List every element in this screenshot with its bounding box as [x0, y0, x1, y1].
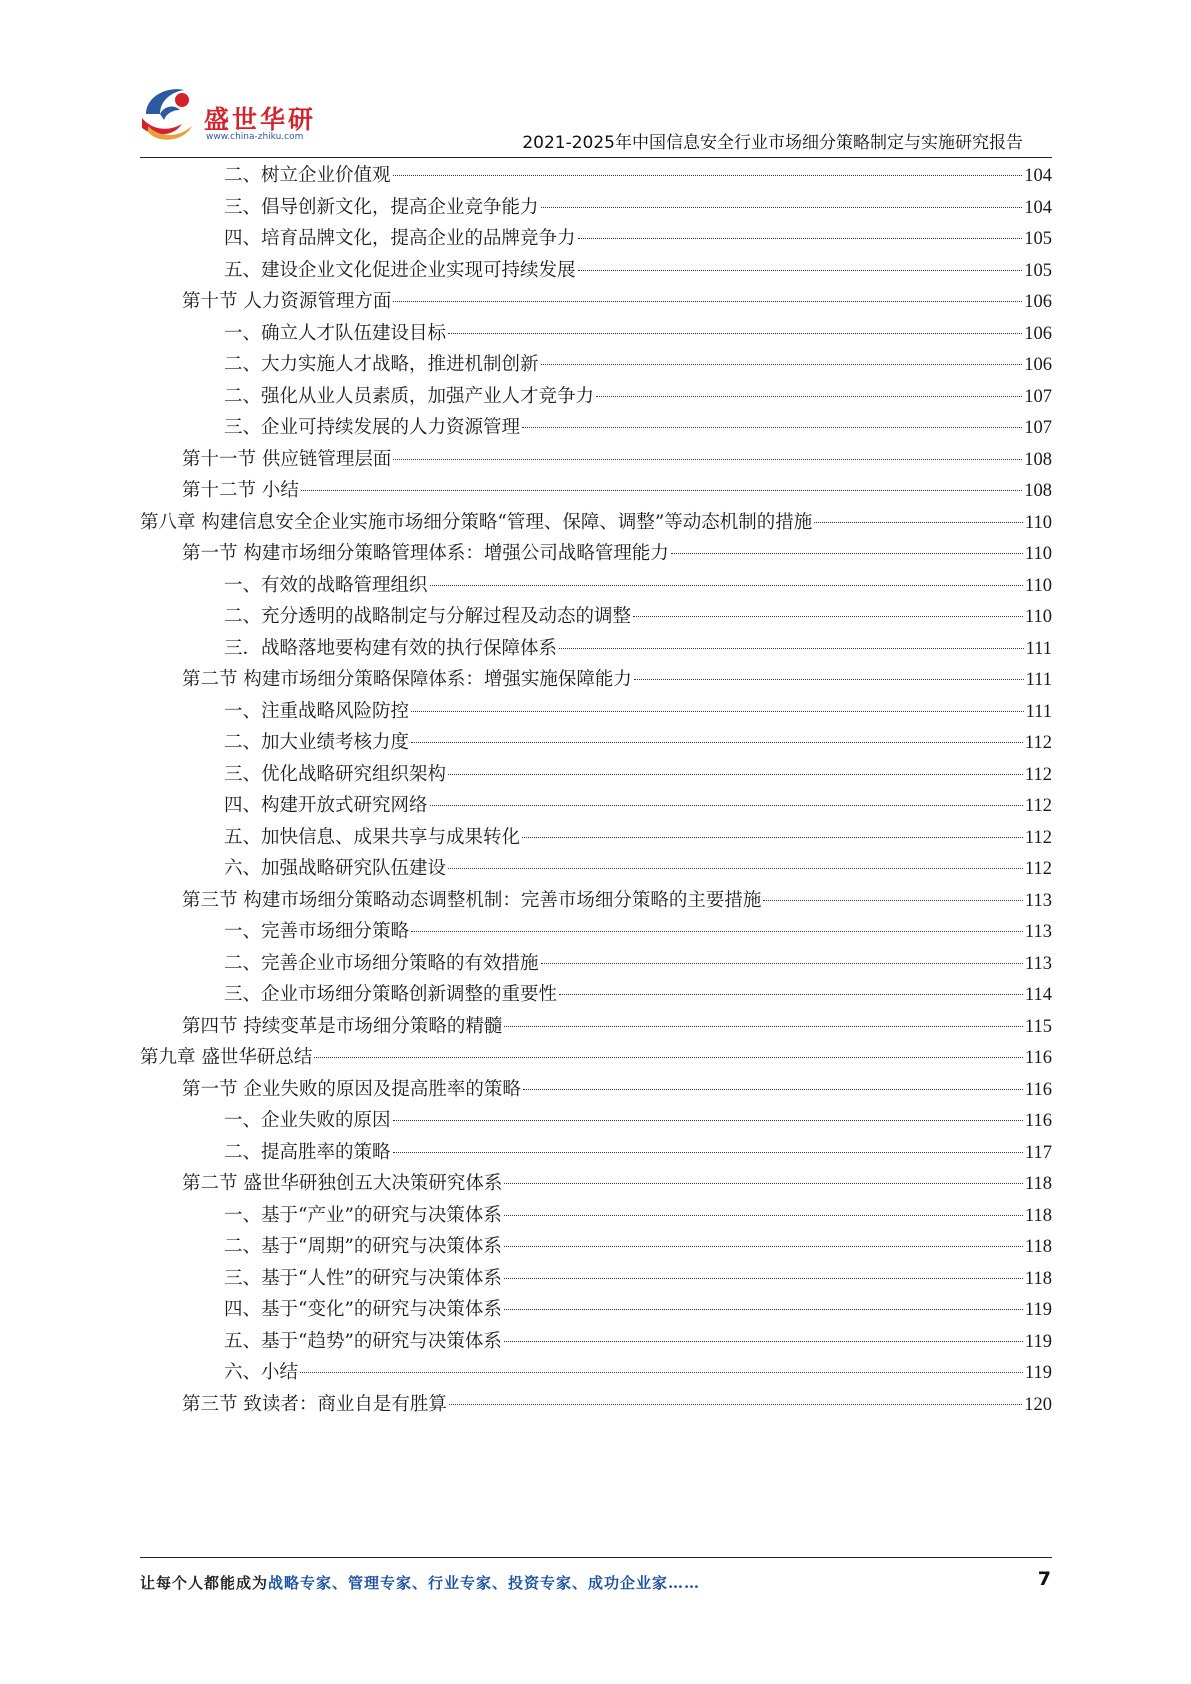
- toc-entry-title: 三、基于“人性”的研究与决策体系: [224, 1267, 502, 1289]
- page-header: [0, 0, 1191, 160]
- toc-entry-item[interactable]: [140, 223, 1052, 255]
- toc-entry-item[interactable]: [140, 948, 1052, 980]
- toc-dot-leader: [559, 647, 1024, 649]
- toc-entry-item[interactable]: [140, 570, 1052, 602]
- toc-entry-page: 120: [1024, 1394, 1052, 1415]
- page-number: 7: [1037, 1568, 1051, 1590]
- toc-dot-leader: [504, 1182, 1023, 1184]
- toc-entry-page: 116: [1024, 1079, 1052, 1100]
- toc-entry-page: 111: [1025, 701, 1052, 722]
- toc-entry-page: 118: [1024, 1205, 1052, 1226]
- toc-entry-title: 二、加大业绩考核力度: [224, 732, 410, 753]
- toc-dot-leader: [430, 584, 1023, 586]
- toc-entry-item[interactable]: [140, 381, 1052, 413]
- toc-entry-title: 一、注重战略风险防控: [224, 700, 410, 722]
- toc-entry-page: 118: [1024, 1268, 1052, 1289]
- toc-dot-leader: [541, 363, 1023, 365]
- toc-entry-title: 六、小结: [224, 1362, 299, 1383]
- toc-dot-leader: [448, 773, 1023, 775]
- toc-entry-page: 112: [1024, 859, 1052, 879]
- toc-entry-section[interactable]: [140, 538, 1052, 570]
- toc-entry-title: 第二节 构建市场细分策略保障体系：增强实施保障能力: [182, 669, 632, 690]
- toc-dot-leader: [671, 552, 1023, 554]
- toc-dot-leader: [504, 1340, 1023, 1342]
- footer-divider: [140, 1557, 1052, 1558]
- toc-entry-title: 第三节 构建市场细分策略动态调整机制：完善市场细分策略的主要措施: [182, 889, 762, 911]
- toc-dot-leader: [541, 962, 1023, 964]
- toc-entry-item[interactable]: [140, 160, 1052, 192]
- toc-entry-page: 108: [1024, 449, 1052, 470]
- toc-entry-item[interactable]: [140, 1326, 1052, 1358]
- toc-entry-page: 112: [1024, 764, 1052, 785]
- footer-slogan: [140, 1572, 700, 1593]
- toc-entry-section[interactable]: [140, 664, 1052, 696]
- toc-dot-leader: [634, 678, 1024, 680]
- toc-entry-item[interactable]: [140, 1357, 1052, 1389]
- toc-entry-page: 105: [1024, 229, 1052, 249]
- toc-entry-page: 111: [1025, 638, 1052, 659]
- toc-entry-page: 118: [1024, 1237, 1052, 1257]
- toc-entry-title: 三、倡导创新文化，提高企业竞争能力: [224, 196, 539, 218]
- toc-entry-section[interactable]: [140, 286, 1052, 318]
- toc-entry-page: 110: [1024, 575, 1052, 596]
- toc-entry-page: 117: [1024, 1142, 1052, 1163]
- toc-entry-page: 108: [1024, 481, 1052, 501]
- toc-entry-page: 119: [1024, 1300, 1052, 1320]
- toc-entry-title: 二、提高胜率的策略: [224, 1141, 391, 1163]
- logo-emblem-icon: [138, 84, 204, 148]
- toc-entry-item[interactable]: [140, 412, 1052, 444]
- toc-entry-item[interactable]: [140, 727, 1052, 759]
- toc-dot-leader: [578, 237, 1023, 239]
- toc-dot-leader: [541, 206, 1023, 208]
- toc-entry-item[interactable]: [140, 1137, 1052, 1169]
- toc-entry-title: 第九章 盛世华研总结: [140, 1047, 313, 1068]
- toc-dot-leader: [633, 615, 1023, 617]
- toc-entry-page: 113: [1024, 890, 1052, 911]
- toc-entry-item[interactable]: [140, 1231, 1052, 1263]
- toc-entry-section[interactable]: [140, 444, 1052, 476]
- logo-url: www.china-zhiku.com: [206, 132, 304, 142]
- toc-entry-title: 二、完善企业市场细分策略的有效措施: [224, 952, 539, 974]
- toc-entry-page: 112: [1024, 827, 1052, 848]
- toc-entry-title: 一、确立人才队伍建设目标: [224, 322, 447, 344]
- toc-entry-title: 二、充分透明的战略制定与分解过程及动态的调整: [224, 606, 632, 627]
- toc-entry-page: 119: [1024, 1331, 1052, 1352]
- company-logo: [138, 84, 323, 148]
- toc-entry-item[interactable]: [140, 633, 1052, 665]
- toc-entry-title: 一、基于“产业”的研究与决策体系: [224, 1204, 502, 1226]
- toc-dot-leader: [411, 930, 1023, 932]
- toc-entry-title: 三、优化战略研究组织架构: [224, 763, 447, 785]
- toc-entry-page: 110: [1024, 544, 1052, 564]
- toc-entry-section[interactable]: [140, 885, 1052, 917]
- toc-entry-title: 三．战略落地要构建有效的执行保障体系: [224, 637, 558, 659]
- document-title: 2021-2025年中国信息安全行业市场细分策略制定与实施研究报告: [522, 133, 1023, 153]
- toc-entry-title: 三、企业市场细分策略创新调整的重要性: [224, 984, 558, 1005]
- toc-dot-leader: [596, 395, 1022, 397]
- toc-dot-leader: [504, 1277, 1023, 1279]
- toc-entry-section[interactable]: [140, 1074, 1052, 1106]
- toc-dot-leader: [393, 1151, 1023, 1153]
- toc-entry-title: 第十节 人力资源管理方面: [182, 291, 392, 312]
- toc-dot-leader: [814, 521, 1023, 523]
- toc-dot-leader: [523, 1088, 1023, 1090]
- toc-entry-section[interactable]: [140, 1011, 1052, 1043]
- toc-entry-item[interactable]: [140, 1200, 1052, 1232]
- toc-entry-page: 118: [1024, 1174, 1052, 1194]
- toc-entry-section[interactable]: [140, 475, 1052, 507]
- toc-entry-title: 四、构建开放式研究网络: [224, 795, 428, 816]
- toc-entry-section[interactable]: [140, 1168, 1052, 1200]
- slogan-prefix: 让每个人都能成为: [140, 1574, 269, 1592]
- toc-entry-page: 107: [1024, 386, 1052, 407]
- toc-entry-title: 二、大力实施人才战略，推进机制创新: [224, 354, 539, 375]
- toc-entry-title: 四、培育品牌文化，提高企业的品牌竞争力: [224, 228, 576, 249]
- toc-entry-title: 第四节 持续变革是市场细分策略的精髓: [182, 1015, 503, 1037]
- toc-entry-page: 106: [1024, 323, 1052, 344]
- toc-dot-leader: [300, 1371, 1023, 1373]
- toc-dot-leader: [504, 1308, 1023, 1310]
- toc-entry-title: 一、有效的战略管理组织: [224, 574, 428, 596]
- toc-dot-leader: [411, 741, 1023, 743]
- toc-entry-page: 110: [1024, 607, 1052, 627]
- toc-entry-title: 五、基于“趋势”的研究与决策体系: [224, 1330, 502, 1352]
- toc-dot-leader: [522, 426, 1022, 428]
- toc-entry-page: 116: [1024, 1048, 1052, 1068]
- toc-dot-leader: [504, 1025, 1023, 1027]
- toc-entry-title: 二、基于“周期”的研究与决策体系: [224, 1236, 502, 1257]
- toc-entry-item[interactable]: [140, 1294, 1052, 1326]
- toc-entry-page: 115: [1024, 1016, 1052, 1037]
- toc-dot-leader: [448, 332, 1022, 334]
- toc-entry-item[interactable]: [140, 759, 1052, 791]
- toc-entry-item[interactable]: [140, 916, 1052, 948]
- toc-dot-leader: [504, 1214, 1023, 1216]
- toc-entry-page: 106: [1024, 355, 1052, 375]
- toc-dot-leader: [393, 174, 1023, 176]
- toc-entry-title: 二、强化从业人员素质，加强产业人才竞争力: [224, 385, 595, 407]
- toc-entry-item[interactable]: [140, 349, 1052, 381]
- toc-dot-leader: [314, 1056, 1023, 1058]
- toc-entry-item[interactable]: [140, 979, 1052, 1011]
- toc-entry-title: 六、加强战略研究队伍建设: [224, 858, 447, 879]
- toc-entry-title: 一、完善市场细分策略: [224, 921, 410, 942]
- toc-dot-leader: [393, 458, 1022, 460]
- toc-entry-chapter[interactable]: [140, 1042, 1052, 1074]
- toc-entry-title: 第二节 盛世华研独创五大决策研究体系: [182, 1173, 503, 1194]
- toc-dot-leader: [522, 836, 1023, 838]
- toc-entry-title: 五、建设企业文化促进企业实现可持续发展: [224, 259, 576, 281]
- toc-dot-leader: [449, 1403, 1022, 1405]
- slogan-highlight: 战略专家、管理专家、行业专家、投资专家、成功企业家……: [268, 1574, 701, 1592]
- toc-entry-section[interactable]: [140, 1389, 1052, 1421]
- toc-entry-item[interactable]: [140, 1263, 1052, 1295]
- toc-entry-page: 119: [1024, 1363, 1052, 1383]
- toc-entry-page: 112: [1024, 796, 1052, 816]
- toc-entry-item[interactable]: [140, 255, 1052, 287]
- toc-entry-page: 113: [1024, 953, 1052, 974]
- toc-entry-title: 第一节 构建市场细分策略管理体系：增强公司战略管理能力: [182, 543, 669, 564]
- toc-entry-item[interactable]: [140, 822, 1052, 854]
- toc-dot-leader: [411, 710, 1024, 712]
- table-of-contents: [140, 160, 1052, 1420]
- toc-dot-leader: [504, 1245, 1023, 1247]
- toc-dot-leader: [763, 899, 1023, 901]
- toc-entry-item[interactable]: [140, 1105, 1052, 1137]
- toc-entry-page: 104: [1024, 166, 1052, 186]
- toc-entry-title: 第十二节 小结: [182, 480, 299, 501]
- toc-entry-title: 一、企业失败的原因: [224, 1110, 391, 1131]
- toc-entry-page: 112: [1024, 733, 1052, 753]
- toc-entry-page: 116: [1024, 1111, 1052, 1131]
- toc-dot-leader: [559, 993, 1023, 995]
- toc-entry-title: 第一节 企业失败的原因及提高胜率的策略: [182, 1078, 521, 1100]
- toc-entry-page: 107: [1024, 418, 1052, 438]
- header-divider: [140, 157, 1052, 158]
- toc-entry-page: 110: [1024, 512, 1052, 533]
- toc-entry-title: 二、树立企业价值观: [224, 165, 391, 186]
- logo-name: 盛世华研: [204, 105, 317, 134]
- toc-dot-leader: [448, 867, 1023, 869]
- toc-dot-leader: [393, 1119, 1023, 1121]
- toc-entry-page: 111: [1025, 670, 1052, 690]
- toc-entry-page: 114: [1024, 985, 1052, 1005]
- toc-entry-title: 五、加快信息、成果共享与成果转化: [224, 826, 521, 848]
- toc-entry-title: 第十一节 供应链管理层面: [182, 448, 392, 470]
- toc-entry-item[interactable]: [140, 790, 1052, 822]
- toc-entry-page: 106: [1024, 292, 1052, 312]
- toc-entry-item[interactable]: [140, 318, 1052, 350]
- toc-entry-page: 113: [1024, 922, 1052, 942]
- toc-dot-leader: [301, 489, 1022, 491]
- toc-entry-chapter[interactable]: [140, 507, 1052, 539]
- toc-dot-leader: [430, 804, 1023, 806]
- toc-entry-title: 四、基于“变化”的研究与决策体系: [224, 1299, 502, 1320]
- toc-entry-title: 第三节 致读者：商业自是有胜算: [182, 1393, 447, 1415]
- toc-entry-item[interactable]: [140, 853, 1052, 885]
- toc-entry-page: 105: [1024, 260, 1052, 281]
- toc-entry-title: 三、企业可持续发展的人力资源管理: [224, 417, 521, 438]
- toc-entry-title: 第八章 构建信息安全企业实施市场细分策略“管理、保障、调整”等动态机制的措施: [140, 511, 813, 533]
- toc-entry-item[interactable]: [140, 192, 1052, 224]
- toc-dot-leader: [393, 300, 1022, 302]
- toc-entry-page: 104: [1024, 197, 1052, 218]
- toc-entry-item[interactable]: [140, 601, 1052, 633]
- toc-dot-leader: [578, 269, 1023, 271]
- toc-entry-item[interactable]: [140, 696, 1052, 728]
